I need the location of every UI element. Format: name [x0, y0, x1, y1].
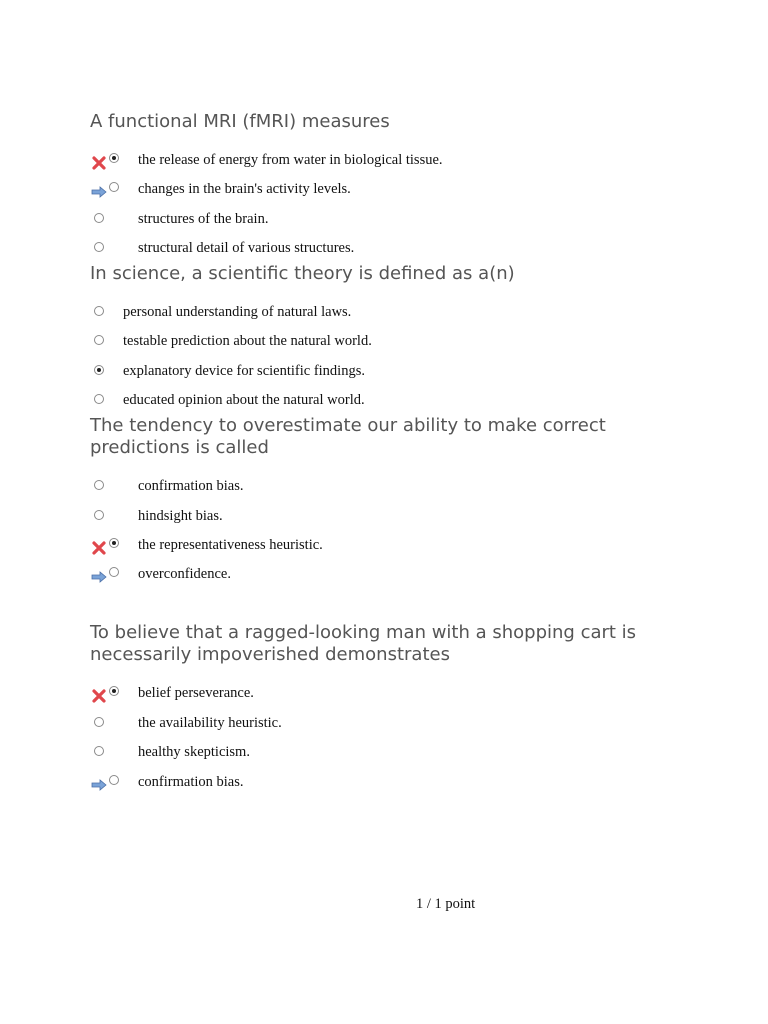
- q1-option-1[interactable]: [90, 150, 690, 170]
- q2-option-4[interactable]: [90, 390, 690, 410]
- radio-button-selected[interactable]: [109, 686, 119, 696]
- option-label: confirmation bias.: [138, 478, 244, 494]
- radio-button[interactable]: [94, 213, 104, 223]
- radio-button[interactable]: [94, 335, 104, 345]
- question-3-title: The tendency to overestimate our ability to make correct predictions is called: [90, 415, 606, 458]
- x-mark-icon: [92, 156, 106, 170]
- q3-option-1[interactable]: [90, 476, 690, 496]
- option-label: educated opinion about the natural world.: [123, 392, 365, 408]
- radio-button-selected[interactable]: [94, 365, 104, 375]
- q4-option-4[interactable]: [90, 772, 690, 792]
- q2-option-3[interactable]: [90, 361, 690, 381]
- option-label: belief perseverance.: [138, 685, 254, 701]
- q4-option-1[interactable]: [90, 683, 690, 703]
- radio-button[interactable]: [94, 306, 104, 316]
- q1-option-2[interactable]: [90, 179, 690, 199]
- score-text: 1 / 1 point: [416, 896, 476, 912]
- option-label: confirmation bias.: [138, 774, 244, 790]
- q4-option-2[interactable]: [90, 713, 690, 733]
- q1-option-4[interactable]: [90, 238, 690, 258]
- q1-option-3[interactable]: [90, 209, 690, 229]
- question-4-title: To believe that a ragged-looking man with a shopping cart is necessarily impoverished demonstrates: [90, 622, 637, 665]
- radio-button[interactable]: [109, 567, 119, 577]
- q2-option-1[interactable]: [90, 302, 690, 322]
- arrow-right-icon: [91, 779, 107, 791]
- question-1-title: A functional MRI (fMRI) measures: [90, 111, 390, 132]
- radio-button[interactable]: [94, 510, 104, 520]
- q3-option-2[interactable]: [90, 506, 690, 526]
- x-mark-icon: [92, 689, 106, 703]
- q2-option-2[interactable]: [90, 331, 690, 351]
- radio-button[interactable]: [94, 480, 104, 490]
- option-label: healthy skepticism.: [138, 744, 250, 760]
- arrow-right-icon: [91, 186, 107, 198]
- radio-button[interactable]: [94, 394, 104, 404]
- arrow-right-icon: [91, 571, 107, 583]
- option-label: the representativeness heuristic.: [138, 537, 323, 553]
- option-label: explanatory device for scientific findings.: [123, 363, 365, 379]
- radio-button[interactable]: [109, 182, 119, 192]
- radio-button-selected[interactable]: [109, 538, 119, 548]
- option-label: testable prediction about the natural world.: [123, 333, 372, 349]
- q4-option-3[interactable]: [90, 742, 690, 762]
- radio-button[interactable]: [109, 775, 119, 785]
- option-label: hindsight bias.: [138, 508, 223, 524]
- radio-button[interactable]: [94, 242, 104, 252]
- option-label: structures of the brain.: [138, 211, 269, 227]
- q3-option-3[interactable]: [90, 535, 690, 555]
- radio-button[interactable]: [94, 746, 104, 756]
- radio-button-selected[interactable]: [109, 153, 119, 163]
- option-label: overconfidence.: [138, 566, 231, 582]
- option-label: structural detail of various structures.: [138, 240, 355, 256]
- option-label: personal understanding of natural laws.: [123, 304, 352, 320]
- radio-button[interactable]: [94, 717, 104, 727]
- question-2-title: In science, a scientific theory is defined as a(n): [90, 263, 515, 284]
- q3-option-4[interactable]: [90, 564, 690, 584]
- option-label: changes in the brain's activity levels.: [138, 181, 351, 197]
- option-label: the availability heuristic.: [138, 715, 282, 731]
- x-mark-icon: [92, 541, 106, 555]
- option-label: the release of energy from water in biological tissue.: [138, 152, 443, 168]
